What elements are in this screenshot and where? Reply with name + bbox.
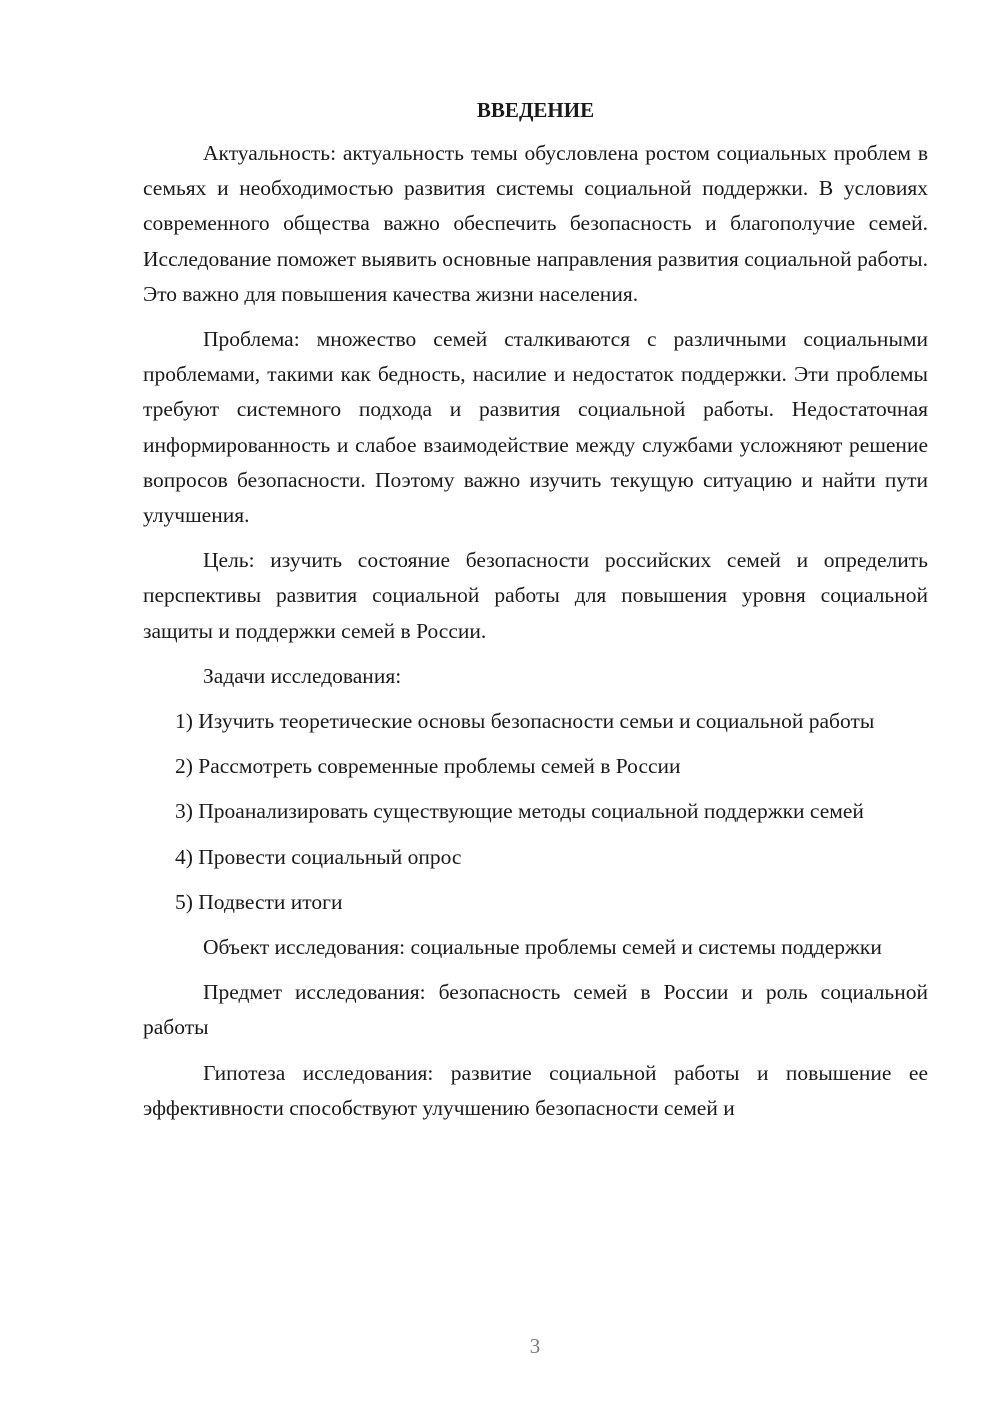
task-item: 5) Подвести итоги <box>175 889 343 914</box>
page-number: 3 <box>529 1334 541 1358</box>
task-item: 4) Провести социальный опрос <box>175 844 462 869</box>
hypothesis-paragraph: Гипотеза исследования: развитие социальной работы и повышение ее эффективности способствуют улучшению безопасности семей и <box>143 1060 928 1120</box>
problem-paragraph: Проблема: множество семей сталкиваются с различными социальными проблемами, такими как бедность, насилие и недостаток поддержки. Эти проблемы требуют системного подхода и развития социальной работы. Недостаточная информированность и слабое взаимодействие между службами усложняют решение вопросов безопасности. Поэтому важно изучить текущую ситуацию и найти пути улучшения. <box>143 327 928 528</box>
section-title: ВВЕДЕНИЕ <box>476 98 595 122</box>
task-item: 2) Рассмотреть современные проблемы семей в России <box>175 754 681 779</box>
subject-paragraph: Предмет исследования: безопасность семей в России и роль социальной работы <box>143 980 928 1040</box>
goal-paragraph: Цель: изучить состояние безопасности российских семей и определить перспективы развития социальной работы для повышения уровня социальной защиты и поддержки семей в России. <box>143 548 928 643</box>
object-paragraph: Объект исследования: социальные проблемы семей и системы поддержки <box>203 935 882 960</box>
tasks-heading: Задачи исследования: <box>203 663 402 688</box>
document-page <box>143 92 928 1136</box>
relevance-paragraph: Актуальность: актуальность темы обусловлена ростом социальных проблем в семьях и необходимостью развития системы социальной поддержки. В условиях современного общества важно обеспечить безопасность и благополучие семей. Исследование поможет выявить основные направления развития социальной работы. Это важно для повышения качества жизни населения. <box>143 141 928 306</box>
task-item: 1) Изучить теоретические основы безопасности семьи и социальной работы <box>175 709 875 734</box>
task-item: 3) Проанализировать существующие методы социальной поддержки семей <box>175 799 864 824</box>
